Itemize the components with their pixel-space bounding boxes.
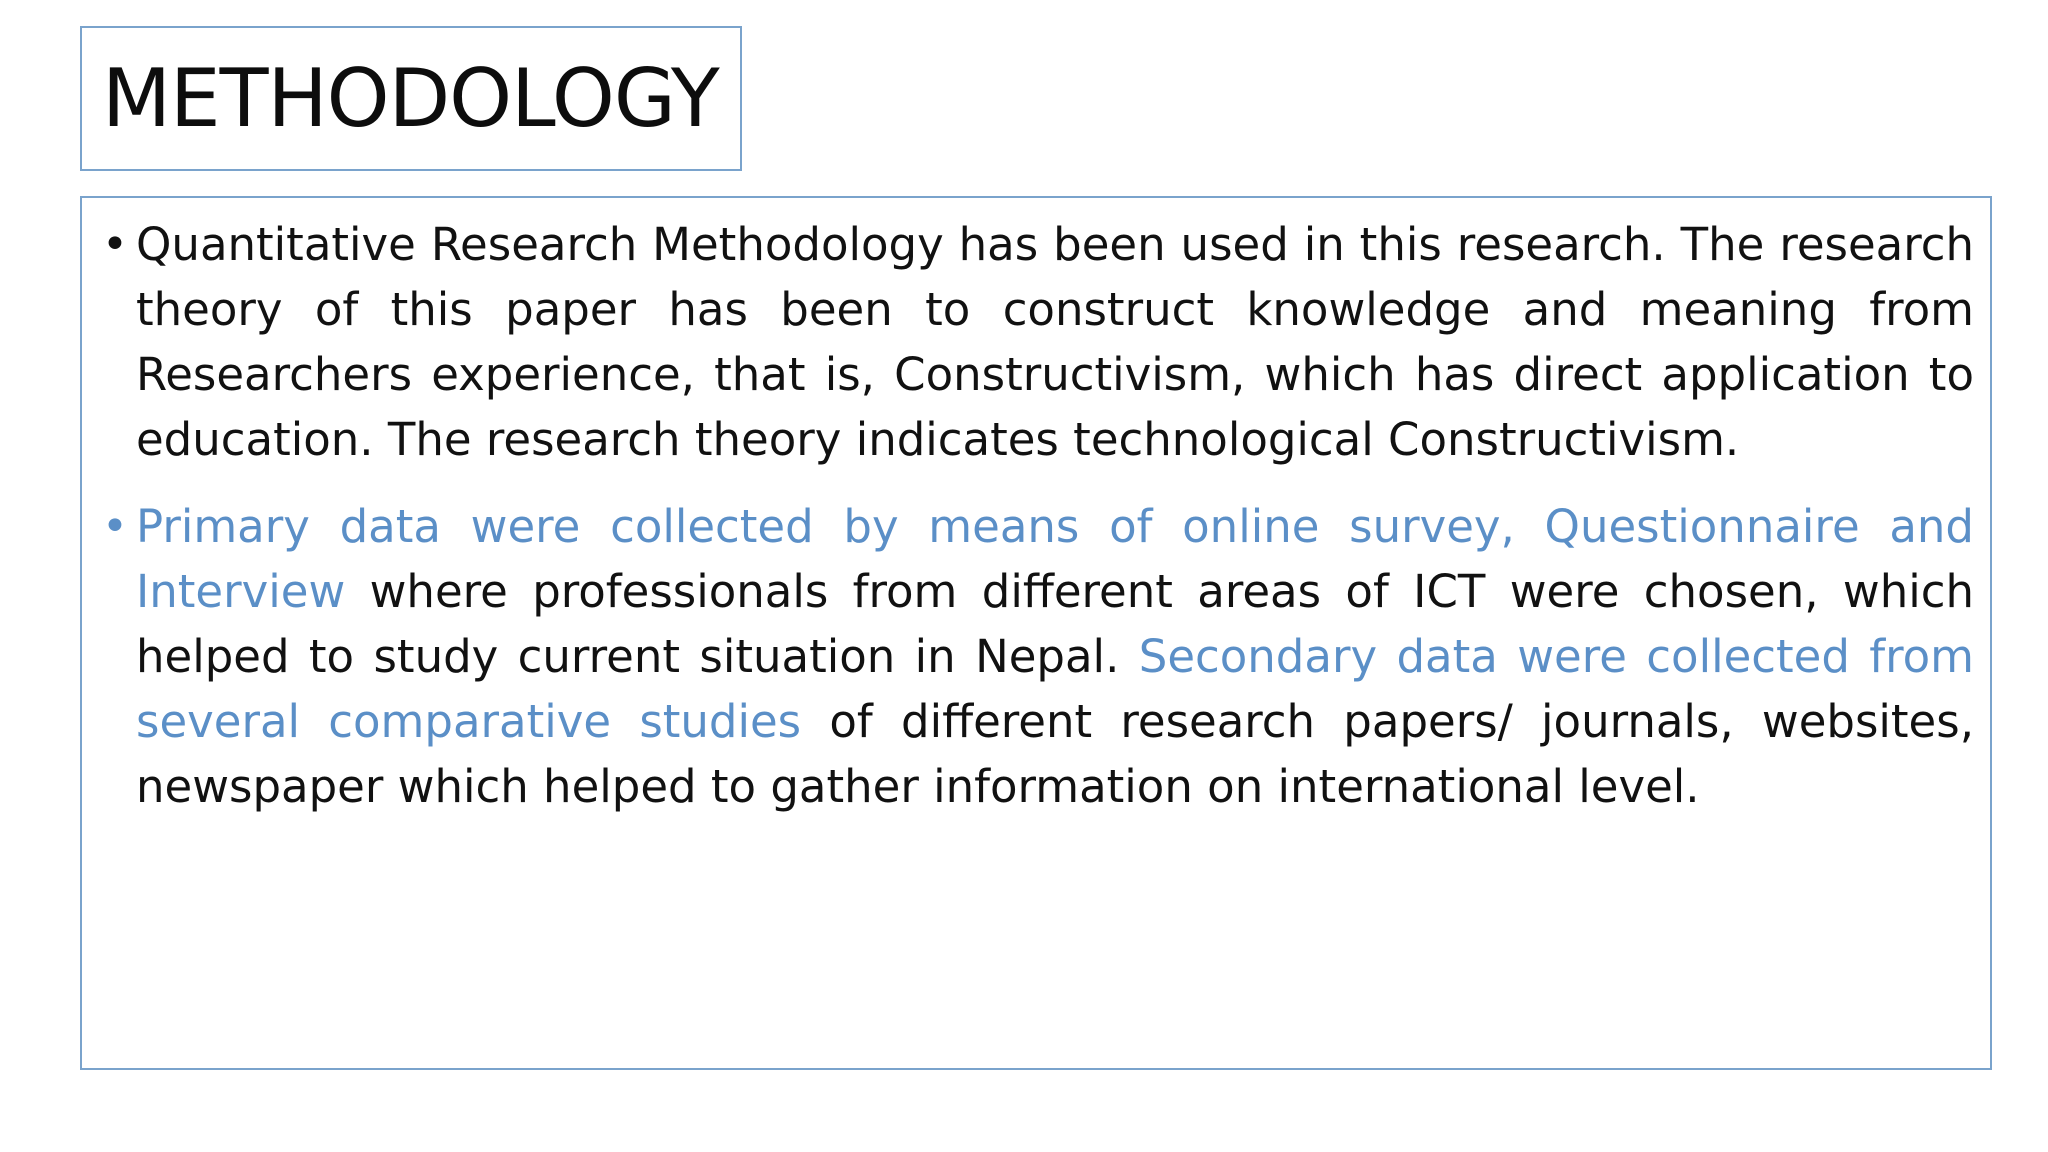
- bullet-text: [136, 212, 1974, 472]
- highlighted-text-secondary-data: Secondary data were collected from several comparative studies: [136, 630, 1975, 748]
- bullet-item-methodology: [94, 212, 1974, 472]
- bullet-dot-icon: •: [102, 219, 128, 270]
- highlighted-text-primary-data: Primary data were collected by means of online survey, Questionnaire and Interview: [136, 500, 1974, 618]
- content-placeholder[interactable]: [80, 196, 1992, 1070]
- slide-title: METHODOLOGY: [102, 51, 719, 145]
- text-run: of different research papers/ journals, websites, newspaper which helped to gather information on international level.: [136, 695, 1974, 813]
- text-run: Quantitative Research Methodology has been used in this research. The research theory of this paper has been to construct knowledge and meaning from Researchers experience, that is, Constructivism, which has direct application to education. The research theory indicates technological Constructivism.: [136, 218, 1974, 466]
- bullet-item-data-collection: [94, 494, 1974, 819]
- text-run: where professionals from different areas of ICT were chosen, which helped to study current situation in Nepal.: [136, 565, 1974, 683]
- bullet-dot-icon: •: [102, 501, 128, 552]
- bullet-text: [136, 494, 1974, 819]
- title-placeholder[interactable]: [80, 26, 742, 171]
